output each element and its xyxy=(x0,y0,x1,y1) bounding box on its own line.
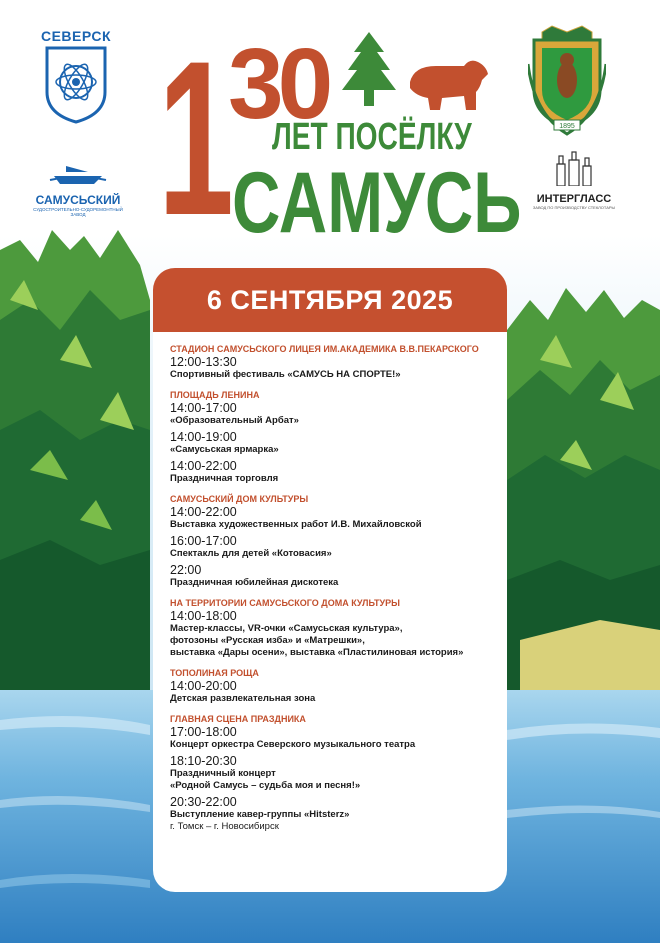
event-desc: Праздничная торговля xyxy=(170,473,279,484)
event-time: 20:30-22:00 xyxy=(170,795,237,809)
event-date: 6 СЕНТЯБРЯ 2025 xyxy=(206,284,454,315)
ship-icon xyxy=(48,162,108,186)
schedule-list xyxy=(153,332,507,832)
event-desc: «Самусьская ярмарка» xyxy=(170,444,279,455)
samus-plant-subtitle: СУДОСТРОИТЕЛЬНО-СУДОРЕМОНТНЫЙ ЗАВОД xyxy=(33,207,123,217)
event-time: 17:00-18:00 xyxy=(170,725,237,739)
fir-tree-icon xyxy=(338,32,400,106)
bottles-icon xyxy=(549,150,599,186)
event-time: 14:00-20:00 xyxy=(170,679,237,693)
event-desc: Спектакль для детей «Котовасия» xyxy=(170,548,332,559)
event-time: 14:00-22:00 xyxy=(170,505,237,519)
samus-plant-logo xyxy=(28,162,128,217)
event-desc: «Образовательный Арбат» xyxy=(170,415,299,426)
schedule-panel xyxy=(153,268,507,892)
venue-poplar-grove xyxy=(170,668,497,705)
coat-of-arms xyxy=(528,24,606,141)
title-line-1: ЛЕТ ПОСЁЛКУ xyxy=(272,116,472,158)
venue-culture-house xyxy=(170,494,497,589)
event-time: 18:10-20:30 xyxy=(170,754,237,768)
date-banner xyxy=(153,268,507,332)
event-time: 14:00-17:00 xyxy=(170,401,237,415)
venue-title: НА ТЕРРИТОРИИ САМУСЬСКОГО ДОМА КУЛЬТУРЫ xyxy=(170,598,400,608)
anniversary-title xyxy=(150,15,522,261)
seversk-shield-icon xyxy=(43,44,109,124)
venue-stadium xyxy=(170,344,497,381)
event-desc-line: «Родной Самусь – судьба моя и песня!» xyxy=(170,780,361,791)
bear-shield-icon xyxy=(528,24,606,136)
title-digit-30: 30 xyxy=(228,28,328,140)
interglass-title: ИНТЕРГЛАСС xyxy=(536,193,612,205)
bear-icon xyxy=(406,58,490,110)
venue-title: ГЛАВНАЯ СЦЕНА ПРАЗДНИКА xyxy=(170,714,306,724)
event-desc: Праздничная юбилейная дискотека xyxy=(170,577,339,588)
venue-title: САМУСЬСКИЙ ДОМ КУЛЬТУРЫ xyxy=(170,494,309,504)
event-time: 16:00-17:00 xyxy=(170,534,237,548)
interglass-subtitle: ЗАВОД ПО ПРОИЗВОДСТВУ СТЕКЛОТАРЫ xyxy=(532,205,616,210)
event-time: 14:00-18:00 xyxy=(170,609,237,623)
venue-title: ПЛОЩАДЬ ЛЕНИНА xyxy=(170,390,260,400)
samus-plant-title: САМУСЬСКИЙ xyxy=(35,193,121,207)
event-desc: Выставка художественных работ И.В. Михайловской xyxy=(170,519,422,530)
event-desc: Выступление кавер-группы «Hitsterz» xyxy=(170,809,350,820)
event-desc-line: выставка «Дары осени», выставка «Пластилиновая история» xyxy=(170,647,464,658)
event-desc-line: фотозоны «Русская изба» и «Матрешки», xyxy=(170,635,365,646)
event-desc-line: Праздничный концерт xyxy=(170,768,276,779)
event-note: г. Томск – г. Новосибирск xyxy=(170,821,279,832)
event-time: 14:00-22:00 xyxy=(170,459,237,473)
venue-title: ТОПОЛИНАЯ РОЩА xyxy=(170,668,259,678)
venue-main-stage xyxy=(170,714,497,832)
title-line-2: САМУСЬ xyxy=(232,155,522,251)
interglass-logo xyxy=(528,150,620,210)
event-time: 22:00 xyxy=(170,563,202,577)
event-time: 14:00-19:00 xyxy=(170,430,237,444)
event-time: 12:00-13:30 xyxy=(170,355,237,369)
event-desc-line: Мастер-классы, VR-очки «Самусьская культура», xyxy=(170,623,403,634)
venue-title: СТАДИОН САМУСЬСКОГО ЛИЦЕЯ ИМ.АКАДЕМИКА В.В.ПЕКАРСКОГО xyxy=(170,344,479,354)
event-desc: Концерт оркестра Северского музыкального театра xyxy=(170,739,416,750)
title-digit-1: 1 xyxy=(158,15,234,261)
coat-year: 1895 xyxy=(559,123,575,130)
seversk-title: СЕВЕРСК xyxy=(40,28,112,44)
seversk-logo xyxy=(36,28,116,129)
event-desc: Детская развлекательная зона xyxy=(170,693,316,704)
event-desc: Спортивный фестиваль «САМУСЬ НА СПОРТЕ!» xyxy=(170,369,401,380)
venue-lenin-square xyxy=(170,390,497,485)
venue-culture-house-territory xyxy=(170,598,497,659)
